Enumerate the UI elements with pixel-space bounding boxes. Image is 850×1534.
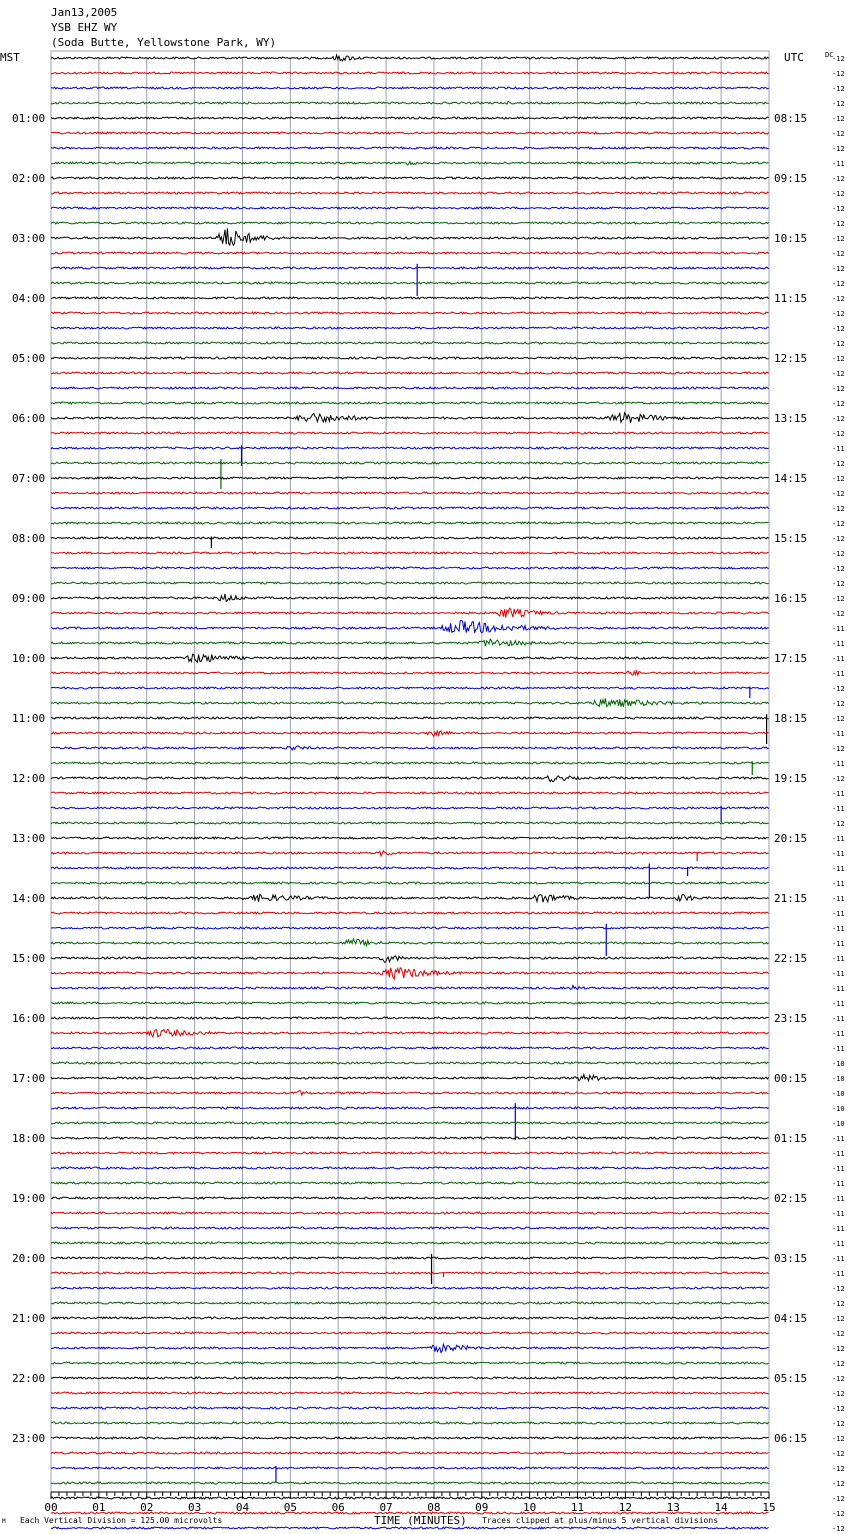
mst-hour-label: 21:00 — [12, 1312, 46, 1325]
dc-offset-label: -11 — [832, 835, 845, 843]
right-axis-label: UTC — [784, 51, 804, 64]
utc-hour-label: 23:15 — [774, 1012, 808, 1025]
utc-hour-label: 20:15 — [774, 832, 808, 845]
dc-offset-label: -12 — [832, 1465, 845, 1473]
mst-hour-labels — [12, 112, 45, 1445]
utc-hour-label: 16:15 — [774, 592, 808, 605]
x-tick-label: 05 — [283, 1501, 297, 1514]
dc-offset-label: -11 — [832, 970, 845, 978]
dc-offset-label: -12 — [832, 1405, 845, 1413]
seismic-trace-9 — [51, 192, 769, 194]
dc-offset-label: -12 — [832, 295, 845, 303]
dc-offset-labels — [832, 55, 845, 1534]
utc-hour-label: 10:15 — [774, 232, 808, 245]
seismic-trace-87 — [51, 1362, 769, 1364]
mst-hour-label: 19:00 — [12, 1192, 46, 1205]
utc-hour-label: 04:15 — [774, 1312, 808, 1325]
seismic-trace-6 — [51, 147, 769, 149]
dc-offset-label: -11 — [832, 850, 845, 858]
dc-offset-label: -12 — [832, 490, 845, 498]
mst-hour-label: 15:00 — [12, 952, 46, 965]
seismic-trace-62 — [51, 985, 769, 989]
dc-offset-label: -12 — [832, 1480, 845, 1488]
dc-offset-label: -12 — [832, 370, 845, 378]
seismic-trace-37 — [51, 608, 769, 617]
seismic-trace-12 — [51, 228, 769, 245]
utc-hour-label: 00:15 — [774, 1072, 808, 1085]
seismic-trace-50 — [51, 807, 769, 809]
seismic-trace-30 — [51, 507, 769, 509]
dc-offset-label: -11 — [832, 1180, 845, 1188]
seismic-trace-40 — [51, 654, 769, 662]
dc-offset-label: -12 — [832, 190, 845, 198]
x-axis — [44, 1492, 775, 1514]
seismic-trace-19 — [51, 342, 769, 344]
utc-hour-label: 06:15 — [774, 1432, 808, 1445]
dc-offset-label: -10 — [832, 1090, 845, 1098]
dc-offset-label: -12 — [832, 1285, 845, 1293]
dc-label: DC — [825, 51, 834, 59]
dc-offset-label: -12 — [832, 235, 845, 243]
dc-offset-label: -12 — [832, 535, 845, 543]
seismic-trace-94 — [51, 1467, 769, 1469]
dc-offset-label: -11 — [832, 625, 845, 633]
seismic-trace-27 — [51, 462, 769, 464]
dc-offset-label: -12 — [832, 1360, 845, 1368]
seismic-trace-35 — [51, 582, 769, 584]
seismic-trace-71 — [51, 1122, 769, 1124]
dc-offset-label: -11 — [832, 1150, 845, 1158]
dc-offset-label: -11 — [832, 790, 845, 798]
dc-offset-label: -12 — [832, 340, 845, 348]
dc-offset-label: -12 — [832, 55, 845, 63]
mst-hour-label: 02:00 — [12, 172, 46, 185]
seismic-trace-66 — [51, 1047, 769, 1049]
mst-hour-label: 09:00 — [12, 592, 46, 605]
dc-offset-label: -12 — [832, 220, 845, 228]
dc-offset-label: -11 — [832, 160, 845, 168]
seismic-trace-28 — [51, 477, 769, 479]
seismic-trace-7 — [51, 162, 769, 165]
x-tick-label: 09 — [475, 1501, 489, 1514]
seismic-trace-61 — [51, 968, 769, 979]
seismic-trace-55 — [51, 882, 769, 884]
seismic-trace-72 — [51, 1137, 769, 1139]
seismic-trace-98 — [51, 1527, 769, 1529]
utc-hour-label: 22:15 — [774, 952, 808, 965]
seismic-trace-53 — [51, 851, 769, 856]
mst-hour-label: 10:00 — [12, 652, 46, 665]
dc-offset-label: -11 — [832, 640, 845, 648]
seismic-trace-59 — [51, 939, 769, 946]
seismic-trace-75 — [51, 1182, 769, 1184]
seismic-trace-16 — [51, 297, 769, 299]
dc-offset-label: -11 — [832, 1270, 845, 1278]
mst-hour-label: 16:00 — [12, 1012, 46, 1025]
dc-offset-label: -12 — [832, 700, 845, 708]
seismic-trace-93 — [51, 1452, 769, 1454]
seismic-trace-82 — [51, 1287, 769, 1289]
dc-offset-label: -12 — [832, 685, 845, 693]
seismic-trace-52 — [51, 837, 769, 839]
dc-offset-label: -12 — [832, 1420, 845, 1428]
dc-offset-label: -12 — [832, 100, 845, 108]
dc-offset-label: -12 — [832, 130, 845, 138]
x-tick-label: 11 — [570, 1501, 585, 1514]
dc-offset-label: -12 — [832, 205, 845, 213]
dc-offset-label: -11 — [832, 940, 845, 948]
dc-offset-label: -12 — [832, 265, 845, 273]
mst-hour-label: 11:00 — [12, 712, 46, 725]
seismic-trace-41 — [51, 671, 769, 675]
x-axis-title: TIME (MINUTES) — [374, 1514, 467, 1527]
seismic-trace-63 — [51, 1002, 769, 1004]
mst-hour-label: 13:00 — [12, 832, 46, 845]
seismic-trace-20 — [51, 357, 769, 359]
seismic-trace-5 — [51, 132, 769, 134]
trace-group — [51, 55, 769, 1534]
x-tick-label: 08 — [427, 1501, 441, 1514]
seismic-trace-15 — [51, 282, 769, 284]
dc-offset-label: -12 — [832, 280, 845, 288]
dc-offset-label: -12 — [832, 325, 845, 333]
dc-offset-label: -12 — [832, 1315, 845, 1323]
x-tick-label: 01 — [92, 1501, 106, 1514]
seismic-trace-90 — [51, 1407, 769, 1409]
seismic-trace-78 — [51, 1227, 769, 1229]
dc-offset-label: -12 — [832, 1450, 845, 1458]
dc-offset-label: -11 — [832, 730, 845, 738]
utc-hour-label: 12:15 — [774, 352, 808, 365]
dc-offset-label: -12 — [832, 1390, 845, 1398]
dc-offset-label: -12 — [832, 1435, 845, 1443]
utc-hour-label: 11:15 — [774, 292, 808, 305]
seismic-trace-80 — [51, 1257, 769, 1259]
dc-offset-label: -12 — [832, 1375, 845, 1383]
utc-hour-label: 05:15 — [774, 1372, 808, 1385]
seismic-trace-0 — [51, 55, 769, 61]
dc-offset-label: -11 — [832, 1240, 845, 1248]
dc-offset-label: -10 — [832, 1120, 845, 1128]
seismic-trace-22 — [51, 387, 769, 389]
dc-offset-label: -12 — [832, 145, 845, 153]
seismic-trace-67 — [51, 1062, 769, 1064]
dc-offset-label: -12 — [832, 475, 845, 483]
dc-offset-label: -11 — [832, 1030, 845, 1038]
seismic-trace-29 — [51, 492, 769, 494]
dc-offset-label: -12 — [832, 550, 845, 558]
seismic-trace-45 — [51, 731, 769, 737]
seismic-trace-11 — [51, 222, 769, 224]
dc-offset-label: -12 — [832, 580, 845, 588]
header-location: (Soda Butte, Yellowstone Park, WY) — [51, 36, 277, 49]
dc-offset-label: -12 — [832, 85, 845, 93]
seismic-trace-88 — [51, 1377, 769, 1379]
dc-offset-label: -11 — [832, 1000, 845, 1008]
dc-offset-label: -11 — [832, 910, 845, 918]
seismic-trace-4 — [51, 117, 769, 119]
mst-hour-label: 03:00 — [12, 232, 46, 245]
utc-hour-label: 14:15 — [774, 472, 808, 485]
x-tick-label: 14 — [714, 1501, 728, 1514]
seismic-trace-32 — [51, 537, 769, 539]
seismic-trace-57 — [51, 912, 769, 914]
seismic-trace-70 — [51, 1107, 769, 1109]
dc-offset-label: -12 — [832, 385, 845, 393]
seismic-trace-81 — [51, 1272, 769, 1274]
left-axis-label: MST — [0, 51, 20, 64]
mst-hour-label: 05:00 — [12, 352, 46, 365]
seismic-trace-46 — [51, 746, 769, 750]
header-date: Jan13,2005 — [51, 6, 118, 19]
seismic-trace-26 — [51, 447, 769, 449]
seismic-trace-43 — [51, 699, 769, 707]
dc-offset-label: -12 — [832, 115, 845, 123]
mst-hour-label: 08:00 — [12, 532, 46, 545]
seismic-trace-25 — [51, 432, 769, 434]
seismic-trace-13 — [51, 252, 769, 254]
header-station: YSB EHZ WY — [51, 21, 118, 34]
dc-offset-label: -11 — [832, 1135, 845, 1143]
seismic-trace-96 — [51, 1497, 769, 1499]
seismic-trace-48 — [51, 776, 769, 782]
dc-offset-label: -12 — [832, 715, 845, 723]
utc-hour-label: 09:15 — [774, 172, 808, 185]
dc-offset-label: -12 — [832, 775, 845, 783]
dc-offset-label: -12 — [832, 595, 845, 603]
utc-hour-label: 21:15 — [774, 892, 808, 905]
dc-offset-label: -11 — [832, 865, 845, 873]
dc-offset-label: -12 — [832, 1495, 845, 1503]
dc-offset-label: -11 — [832, 1165, 845, 1173]
dc-offset-label: -12 — [832, 565, 845, 573]
seismic-trace-47 — [51, 762, 769, 764]
seismic-trace-91 — [51, 1422, 769, 1424]
mst-hour-label: 18:00 — [12, 1132, 46, 1145]
seismic-trace-14 — [51, 267, 769, 269]
dc-offset-label: -12 — [832, 175, 845, 183]
seismic-trace-42 — [51, 687, 769, 689]
seismic-trace-74 — [51, 1167, 769, 1169]
dc-offset-label: -12 — [832, 1300, 845, 1308]
mst-hour-label: 12:00 — [12, 772, 46, 785]
seismic-trace-51 — [51, 822, 769, 824]
dc-offset-label: -11 — [832, 1195, 845, 1203]
dc-offset-label: -11 — [832, 805, 845, 813]
dc-offset-label: -12 — [832, 355, 845, 363]
dc-offset-label: -12 — [832, 745, 845, 753]
dc-offset-label: -10 — [832, 1105, 845, 1113]
seismic-trace-3 — [51, 101, 769, 104]
dc-offset-label: -12 — [832, 610, 845, 618]
dc-offset-label: -12 — [832, 70, 845, 78]
seismic-trace-86 — [51, 1344, 769, 1352]
utc-hour-label: 13:15 — [774, 412, 808, 425]
dc-offset-label: -12 — [832, 415, 845, 423]
dc-offset-label: -12 — [832, 310, 845, 318]
dc-offset-label: -12 — [832, 1330, 845, 1338]
seismic-trace-38 — [51, 621, 769, 633]
seismic-trace-33 — [51, 552, 769, 554]
dc-offset-label: -11 — [832, 985, 845, 993]
seismic-trace-24 — [51, 413, 769, 423]
x-tick-label: 03 — [187, 1501, 202, 1514]
x-tick-label: 07 — [379, 1501, 393, 1514]
seismic-trace-79 — [51, 1242, 769, 1244]
seismic-trace-8 — [51, 177, 769, 179]
seismic-trace-36 — [51, 594, 769, 602]
mst-hour-label: 04:00 — [12, 292, 46, 305]
seismic-trace-68 — [51, 1075, 769, 1081]
seismic-trace-34 — [51, 567, 769, 569]
dc-offset-label: -12 — [832, 1525, 845, 1533]
seismic-trace-44 — [51, 717, 769, 719]
x-tick-label: 13 — [666, 1501, 680, 1514]
dc-offset-label: -11 — [832, 1225, 845, 1233]
x-tick-label: 00 — [44, 1501, 58, 1514]
dc-offset-label: -11 — [832, 1045, 845, 1053]
dc-offset-label: -11 — [832, 880, 845, 888]
footer-clip-note: Traces clipped at plus/minus 5 vertical divisions — [482, 1516, 719, 1525]
utc-hour-label: 08:15 — [774, 112, 808, 125]
dc-offset-label: -11 — [832, 955, 845, 963]
utc-hour-label: 02:15 — [774, 1192, 808, 1205]
seismic-trace-21 — [51, 372, 769, 374]
x-tick-label: 02 — [140, 1501, 154, 1514]
mst-hour-label: 07:00 — [12, 472, 46, 485]
dc-offset-label: -12 — [832, 520, 845, 528]
seismic-trace-89 — [51, 1392, 769, 1394]
x-tick-label: 15 — [762, 1501, 776, 1514]
seismic-trace-10 — [51, 207, 769, 209]
dc-offset-label: -12 — [832, 400, 845, 408]
dc-offset-label: -12 — [832, 430, 845, 438]
mst-hour-label: 23:00 — [12, 1432, 46, 1445]
dc-offset-label: -11 — [832, 445, 845, 453]
utc-hour-label: 18:15 — [774, 712, 808, 725]
seismic-trace-77 — [51, 1212, 769, 1214]
footer-scale-note: Each Vertical Division = 125.00 microvolts — [20, 1516, 223, 1525]
dc-offset-label: -12 — [832, 820, 845, 828]
dc-offset-label: -11 — [832, 760, 845, 768]
dc-offset-label: -11 — [832, 1210, 845, 1218]
seismic-trace-49 — [51, 792, 769, 794]
seismic-trace-1 — [51, 72, 769, 74]
x-tick-label: 10 — [523, 1501, 537, 1514]
seismic-trace-2 — [51, 87, 769, 89]
mst-hour-label: 22:00 — [12, 1372, 46, 1385]
dc-offset-label: -10 — [832, 1060, 845, 1068]
dc-offset-label: -11 — [832, 925, 845, 933]
seismic-trace-60 — [51, 956, 769, 963]
x-tick-label: 12 — [618, 1501, 633, 1514]
dc-offset-label: -11 — [832, 895, 845, 903]
seismic-trace-39 — [51, 639, 769, 646]
dc-offset-label: -10 — [832, 1075, 845, 1083]
seismic-trace-95 — [51, 1482, 769, 1484]
seismic-trace-31 — [51, 522, 769, 524]
utc-hour-label: 03:15 — [774, 1252, 808, 1265]
mst-hour-label: 20:00 — [12, 1252, 46, 1265]
dc-offset-label: -12 — [832, 250, 845, 258]
mst-hour-label: 14:00 — [12, 892, 46, 905]
dc-offset-label: -12 — [832, 460, 845, 468]
dc-offset-label: -11 — [832, 655, 845, 663]
seismic-trace-56 — [51, 894, 769, 902]
utc-hour-label: 15:15 — [774, 532, 808, 545]
dc-offset-label: -11 — [832, 1015, 845, 1023]
seismic-trace-54 — [51, 867, 769, 869]
seismic-trace-83 — [51, 1302, 769, 1304]
dc-offset-label: -12 — [832, 1510, 845, 1518]
dc-offset-label: -12 — [832, 505, 845, 513]
x-tick-label: 06 — [331, 1501, 345, 1514]
dc-offset-label: -11 — [832, 1255, 845, 1263]
seismic-trace-18 — [51, 327, 769, 329]
seismic-trace-69 — [51, 1091, 769, 1096]
mst-hour-label: 17:00 — [12, 1072, 46, 1085]
x-tick-label: 04 — [235, 1501, 250, 1514]
seismic-trace-84 — [51, 1317, 769, 1319]
mst-hour-label: 01:00 — [12, 112, 46, 125]
dc-offset-label: -11 — [832, 670, 845, 678]
mst-hour-label: 06:00 — [12, 412, 46, 425]
dc-offset-label: -12 — [832, 1345, 845, 1353]
seismic-trace-73 — [51, 1152, 769, 1154]
seismic-trace-64 — [51, 1017, 769, 1019]
utc-hour-label: 01:15 — [774, 1132, 808, 1145]
seismic-trace-17 — [51, 312, 769, 314]
utc-hour-label: 19:15 — [774, 772, 808, 785]
utc-hour-labels — [774, 112, 807, 1445]
seismic-trace-23 — [51, 402, 769, 404]
seismic-trace-92 — [51, 1437, 769, 1439]
seismic-trace-58 — [51, 927, 769, 929]
utc-hour-label: 17:15 — [774, 652, 808, 665]
seismic-trace-76 — [51, 1197, 769, 1199]
seismic-trace-65 — [51, 1029, 769, 1037]
footer-scale-icon: M — [2, 1518, 6, 1525]
seismic-trace-85 — [51, 1332, 769, 1334]
